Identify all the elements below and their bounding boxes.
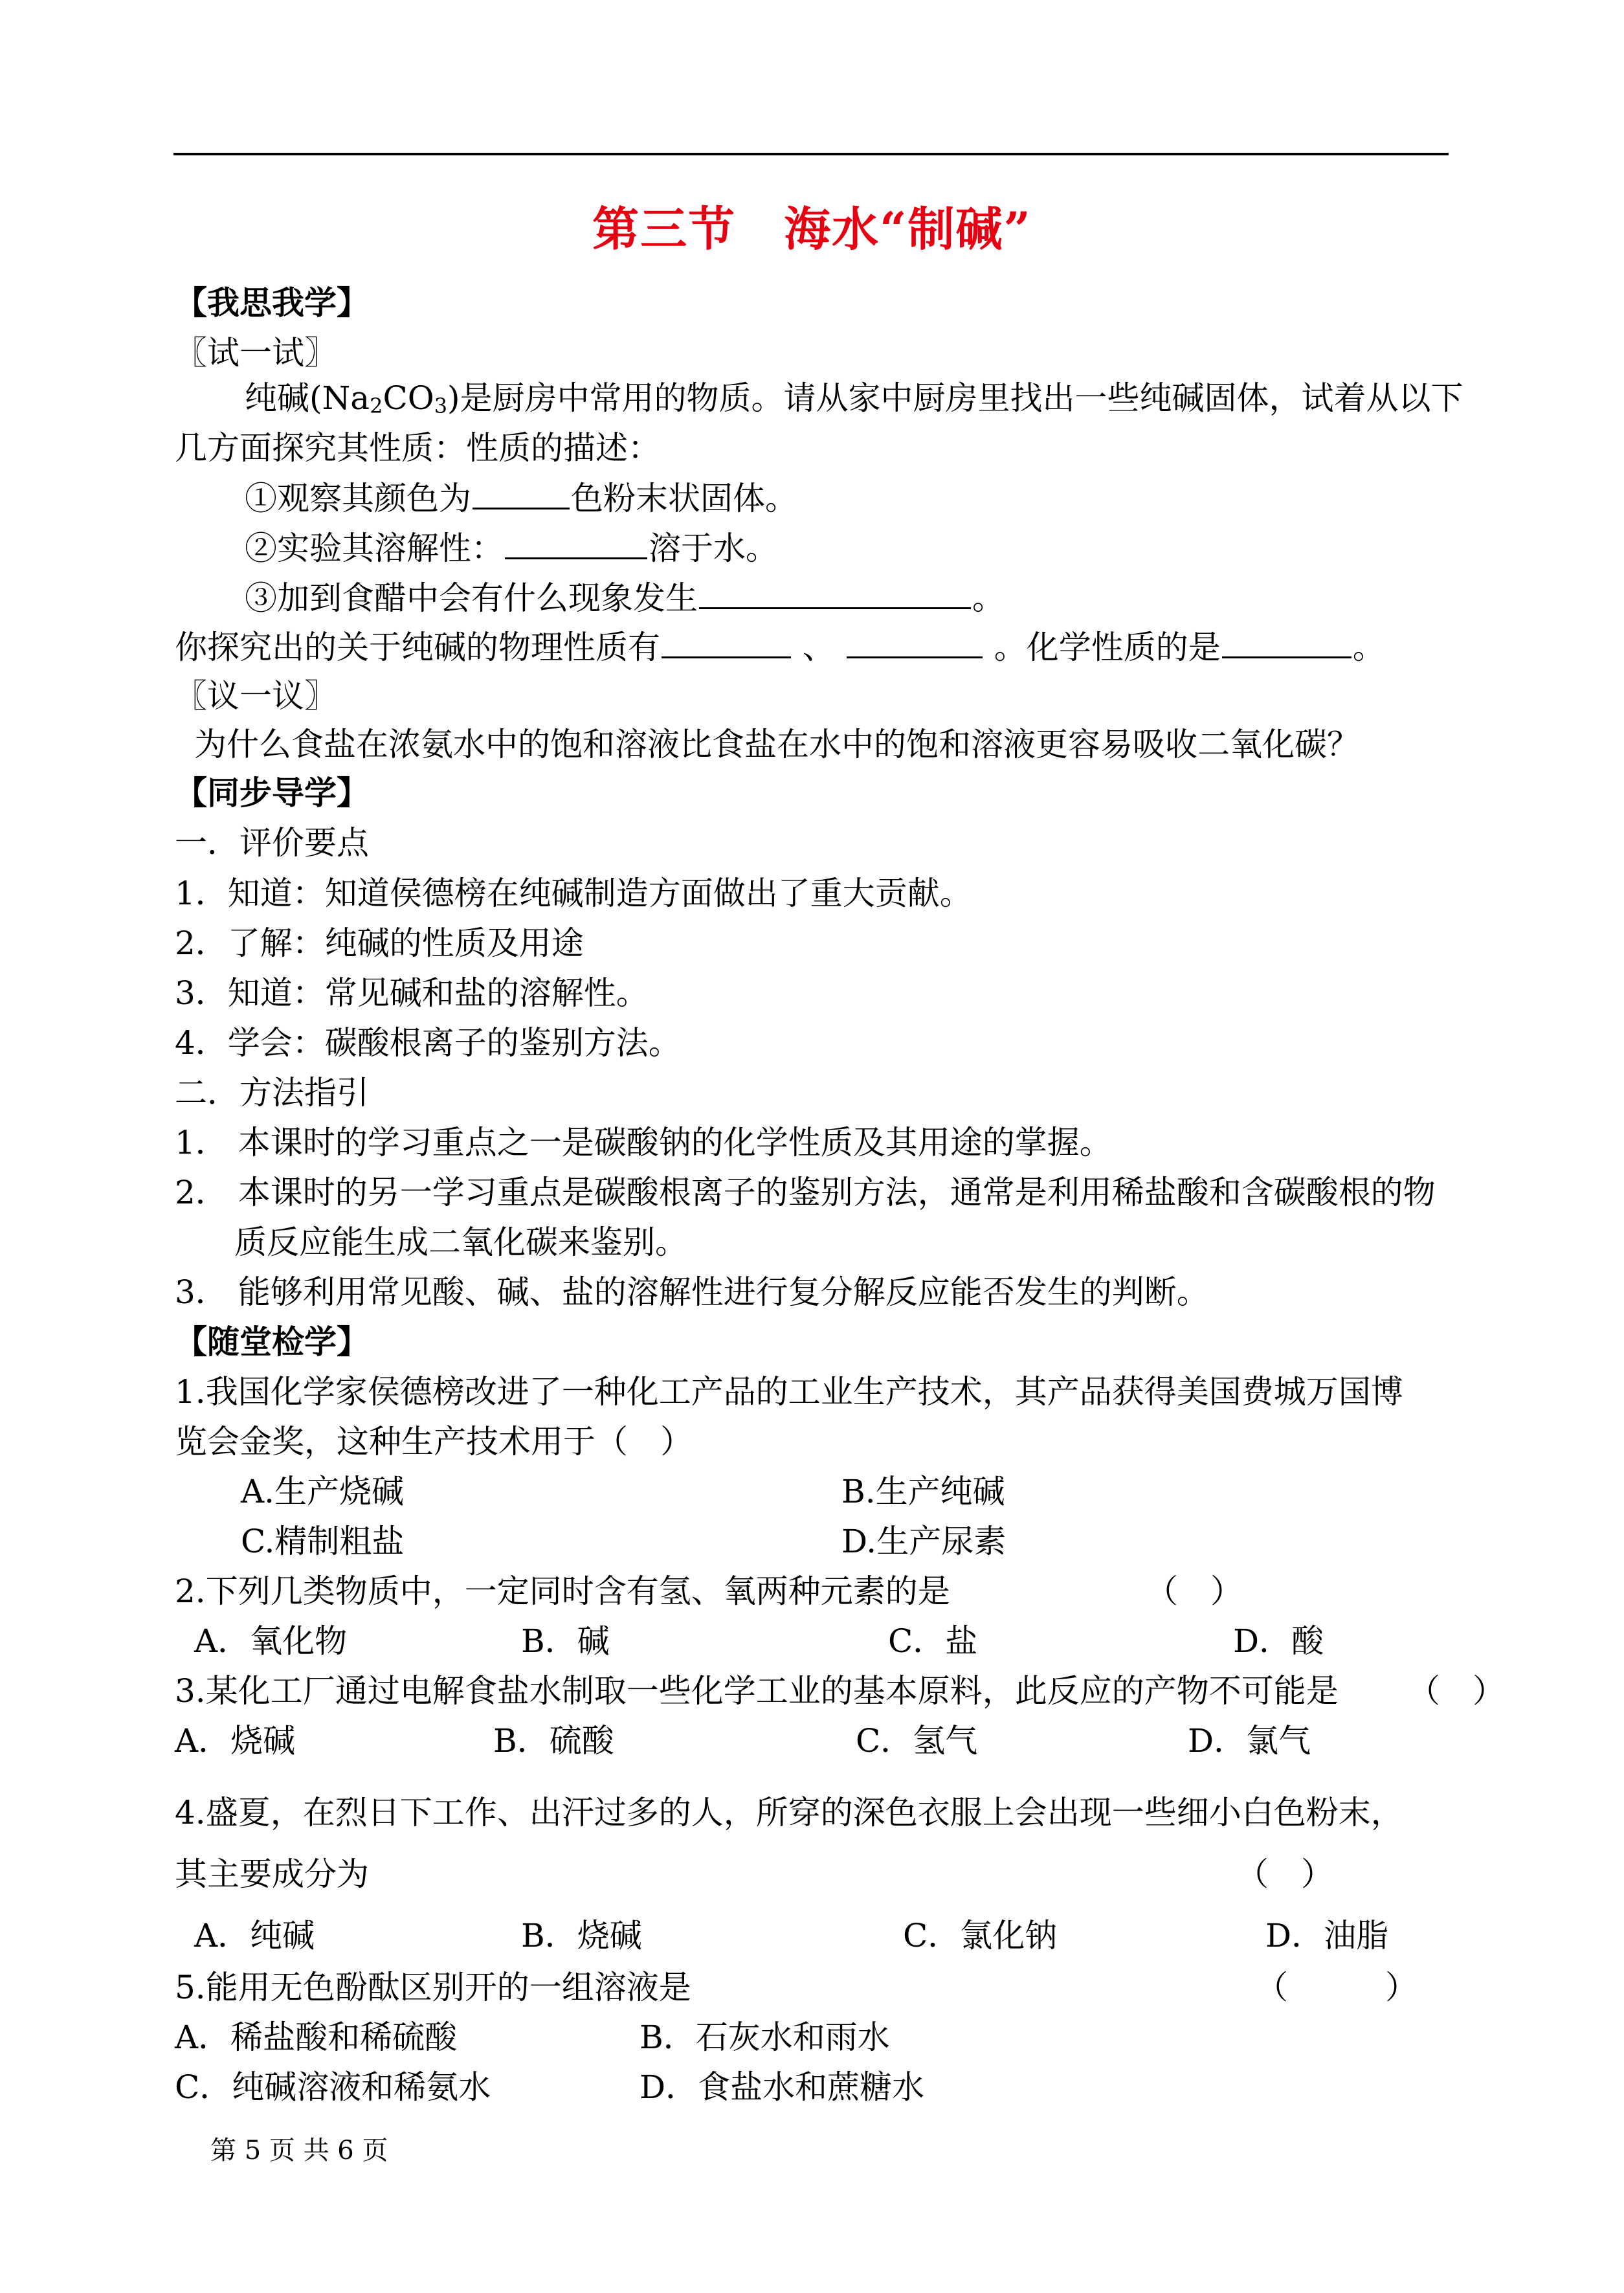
subheading-key-points: 一．评价要点 <box>175 824 369 862</box>
key-point-1: 1．知道：知道侯德榜在纯碱制造方面做出了重大贡献。 <box>175 875 972 912</box>
quiz-q2: 2.下列几类物质中，一定同时含有氢、氧两种元素的是 <box>175 1572 950 1610</box>
section-heading-quiz: 【随堂检学】 <box>175 1323 369 1361</box>
question-color-suffix: 色粉末状固体。 <box>571 480 797 517</box>
quiz-q1: 1.我国化学家侯德榜改进了一种化工产品的工业生产技术，其产品获得美国费城万国博 <box>175 1373 1403 1411</box>
quiz-q5-option-d[interactable]: D．食盐水和蔗糖水 <box>640 2068 925 2106</box>
quiz-q2-option-a[interactable]: A．氧化物 <box>194 1622 348 1660</box>
summary-text-b: 、 <box>802 629 835 666</box>
quiz-q3-option-d[interactable]: D．氯气 <box>1188 1722 1311 1760</box>
quiz-q4-answer-paren[interactable]: （ ） <box>1236 1855 1333 1893</box>
intro-line-2: 几方面探究其性质：性质的描述： <box>175 429 660 467</box>
key-point-4: 4．学会：碳酸根离子的鉴别方法。 <box>175 1024 681 1062</box>
summary-text-c: 。化学性质的是 <box>994 629 1221 666</box>
quiz-q1-option-b[interactable]: B.生产纯碱 <box>841 1473 1005 1510</box>
quiz-q2-option-b[interactable]: B．碱 <box>521 1622 610 1660</box>
subheading-method: 二．方法指引 <box>175 1074 369 1112</box>
discuss-question: 为什么食盐在浓氨水中的饱和溶液比食盐在水中的饱和溶液更容易吸收二氧化碳？ <box>194 726 1359 763</box>
quiz-q4-continued: 其主要成分为 <box>175 1855 369 1893</box>
question-color-text: ①观察其颜色为 <box>245 480 471 517</box>
intro-text-b: CO <box>383 379 434 417</box>
page-footer: 第 5 页 共 6 页 <box>210 2136 388 2165</box>
question-vinegar-suffix: 。 <box>972 579 1005 617</box>
key-point-2: 2．了解：纯碱的性质及用途 <box>175 924 584 962</box>
subscript-2: 2 <box>370 394 383 418</box>
quiz-q4-option-a[interactable]: A．纯碱 <box>194 1917 315 1954</box>
quiz-q1-option-d[interactable]: D.生产尿素 <box>841 1523 1007 1560</box>
method-2: 2． 本课时的另一学习重点是碳酸根离子的鉴别方法，通常是利用稀盐酸和含碳酸根的物 <box>175 1174 1436 1211</box>
quiz-q3-answer-paren[interactable]: （ ） <box>1408 1672 1505 1710</box>
vinegar-answer-blank[interactable] <box>699 577 971 609</box>
page-title: 第三节 海水“制碱” <box>592 201 1032 256</box>
quiz-q5-option-b[interactable]: B．石灰水和雨水 <box>640 2019 890 2056</box>
quiz-q4: 4.盛夏，在烈日下工作、出汗过多的人，所穿的深色衣服上会出现一些细小白色粉末， <box>175 1794 1403 1831</box>
method-2-continued: 质反应能生成二氧化碳来鉴别。 <box>234 1224 687 1261</box>
quiz-q5-answer-paren[interactable]: （ ） <box>1256 1969 1418 2006</box>
quiz-q5-option-c[interactable]: C．纯碱溶液和稀氨水 <box>175 2068 491 2106</box>
quiz-q3-option-b[interactable]: B．硫酸 <box>493 1722 614 1760</box>
intro-text-c: )是厨房中常用的物质。请从家中厨房里找出一些纯碱固体，试着从以下 <box>447 379 1463 417</box>
quiz-q3-option-a[interactable]: A．烧碱 <box>175 1722 296 1760</box>
question-solubility <box>245 528 778 568</box>
section-heading-think: 【我思我学】 <box>175 284 369 322</box>
quiz-q3: 3.某化工厂通过电解食盐水制取一些化学工业的基本原料，此反应的产物不可能是 <box>175 1672 1339 1710</box>
section-heading-guide: 【同步导学】 <box>175 774 369 812</box>
quiz-q5: 5.能用无色酚酞区别开的一组溶液是 <box>175 1969 691 2006</box>
try-label: 〖试一试〗 <box>175 334 337 372</box>
summary-text-d: 。 <box>1352 629 1385 666</box>
question-vinegar <box>245 577 1005 618</box>
summary-text-a: 你探究出的关于纯碱的物理性质有 <box>175 629 660 666</box>
quiz-q5-option-a[interactable]: A．稀盐酸和稀硫酸 <box>175 2019 458 2056</box>
color-answer-blank[interactable] <box>473 478 570 509</box>
physical-property-blank-1[interactable] <box>662 627 791 658</box>
method-1: 1． 本课时的学习重点之一是碳酸钠的化学性质及其用途的掌握。 <box>175 1124 1112 1161</box>
intro-line-1 <box>245 379 1463 418</box>
quiz-q2-option-c[interactable]: C．盐 <box>888 1622 978 1660</box>
physical-property-blank-2[interactable] <box>847 627 983 658</box>
question-solubility-suffix: 溶于水。 <box>649 530 778 567</box>
quiz-q4-option-d[interactable]: D．油脂 <box>1265 1917 1389 1954</box>
chemical-property-blank[interactable] <box>1222 627 1351 658</box>
quiz-q4-option-b[interactable]: B．烧碱 <box>521 1917 642 1954</box>
summary-line <box>175 627 1385 667</box>
quiz-q2-answer-paren[interactable]: （ ） <box>1146 1572 1243 1610</box>
quiz-q3-option-c[interactable]: C．氢气 <box>856 1722 978 1760</box>
question-solubility-text: ②实验其溶解性： <box>245 530 504 567</box>
quiz-q1-option-a[interactable]: A.生产烧碱 <box>241 1473 405 1510</box>
intro-text-a: 纯碱(Na <box>245 379 370 417</box>
quiz-q2-option-d[interactable]: D．酸 <box>1233 1622 1324 1660</box>
quiz-q1-option-c[interactable]: C.精制粗盐 <box>241 1523 405 1560</box>
quiz-q1-continued: 览会金奖，这种生产技术用于（ ） <box>175 1423 693 1460</box>
question-vinegar-text: ③加到食醋中会有什么现象发生 <box>245 579 698 617</box>
quiz-q4-option-c[interactable]: C．氯化钠 <box>903 1917 1058 1954</box>
solubility-answer-blank[interactable] <box>505 528 647 559</box>
question-color <box>245 478 797 518</box>
discuss-label: 〖议一议〗 <box>175 677 337 715</box>
subscript-3: 3 <box>434 394 448 418</box>
header-rule <box>173 153 1449 155</box>
key-point-3: 3．知道：常见碱和盐的溶解性。 <box>175 974 649 1012</box>
method-3: 3． 能够利用常见酸、碱、盐的溶解性进行复分解反应能否发生的判断。 <box>175 1273 1209 1311</box>
